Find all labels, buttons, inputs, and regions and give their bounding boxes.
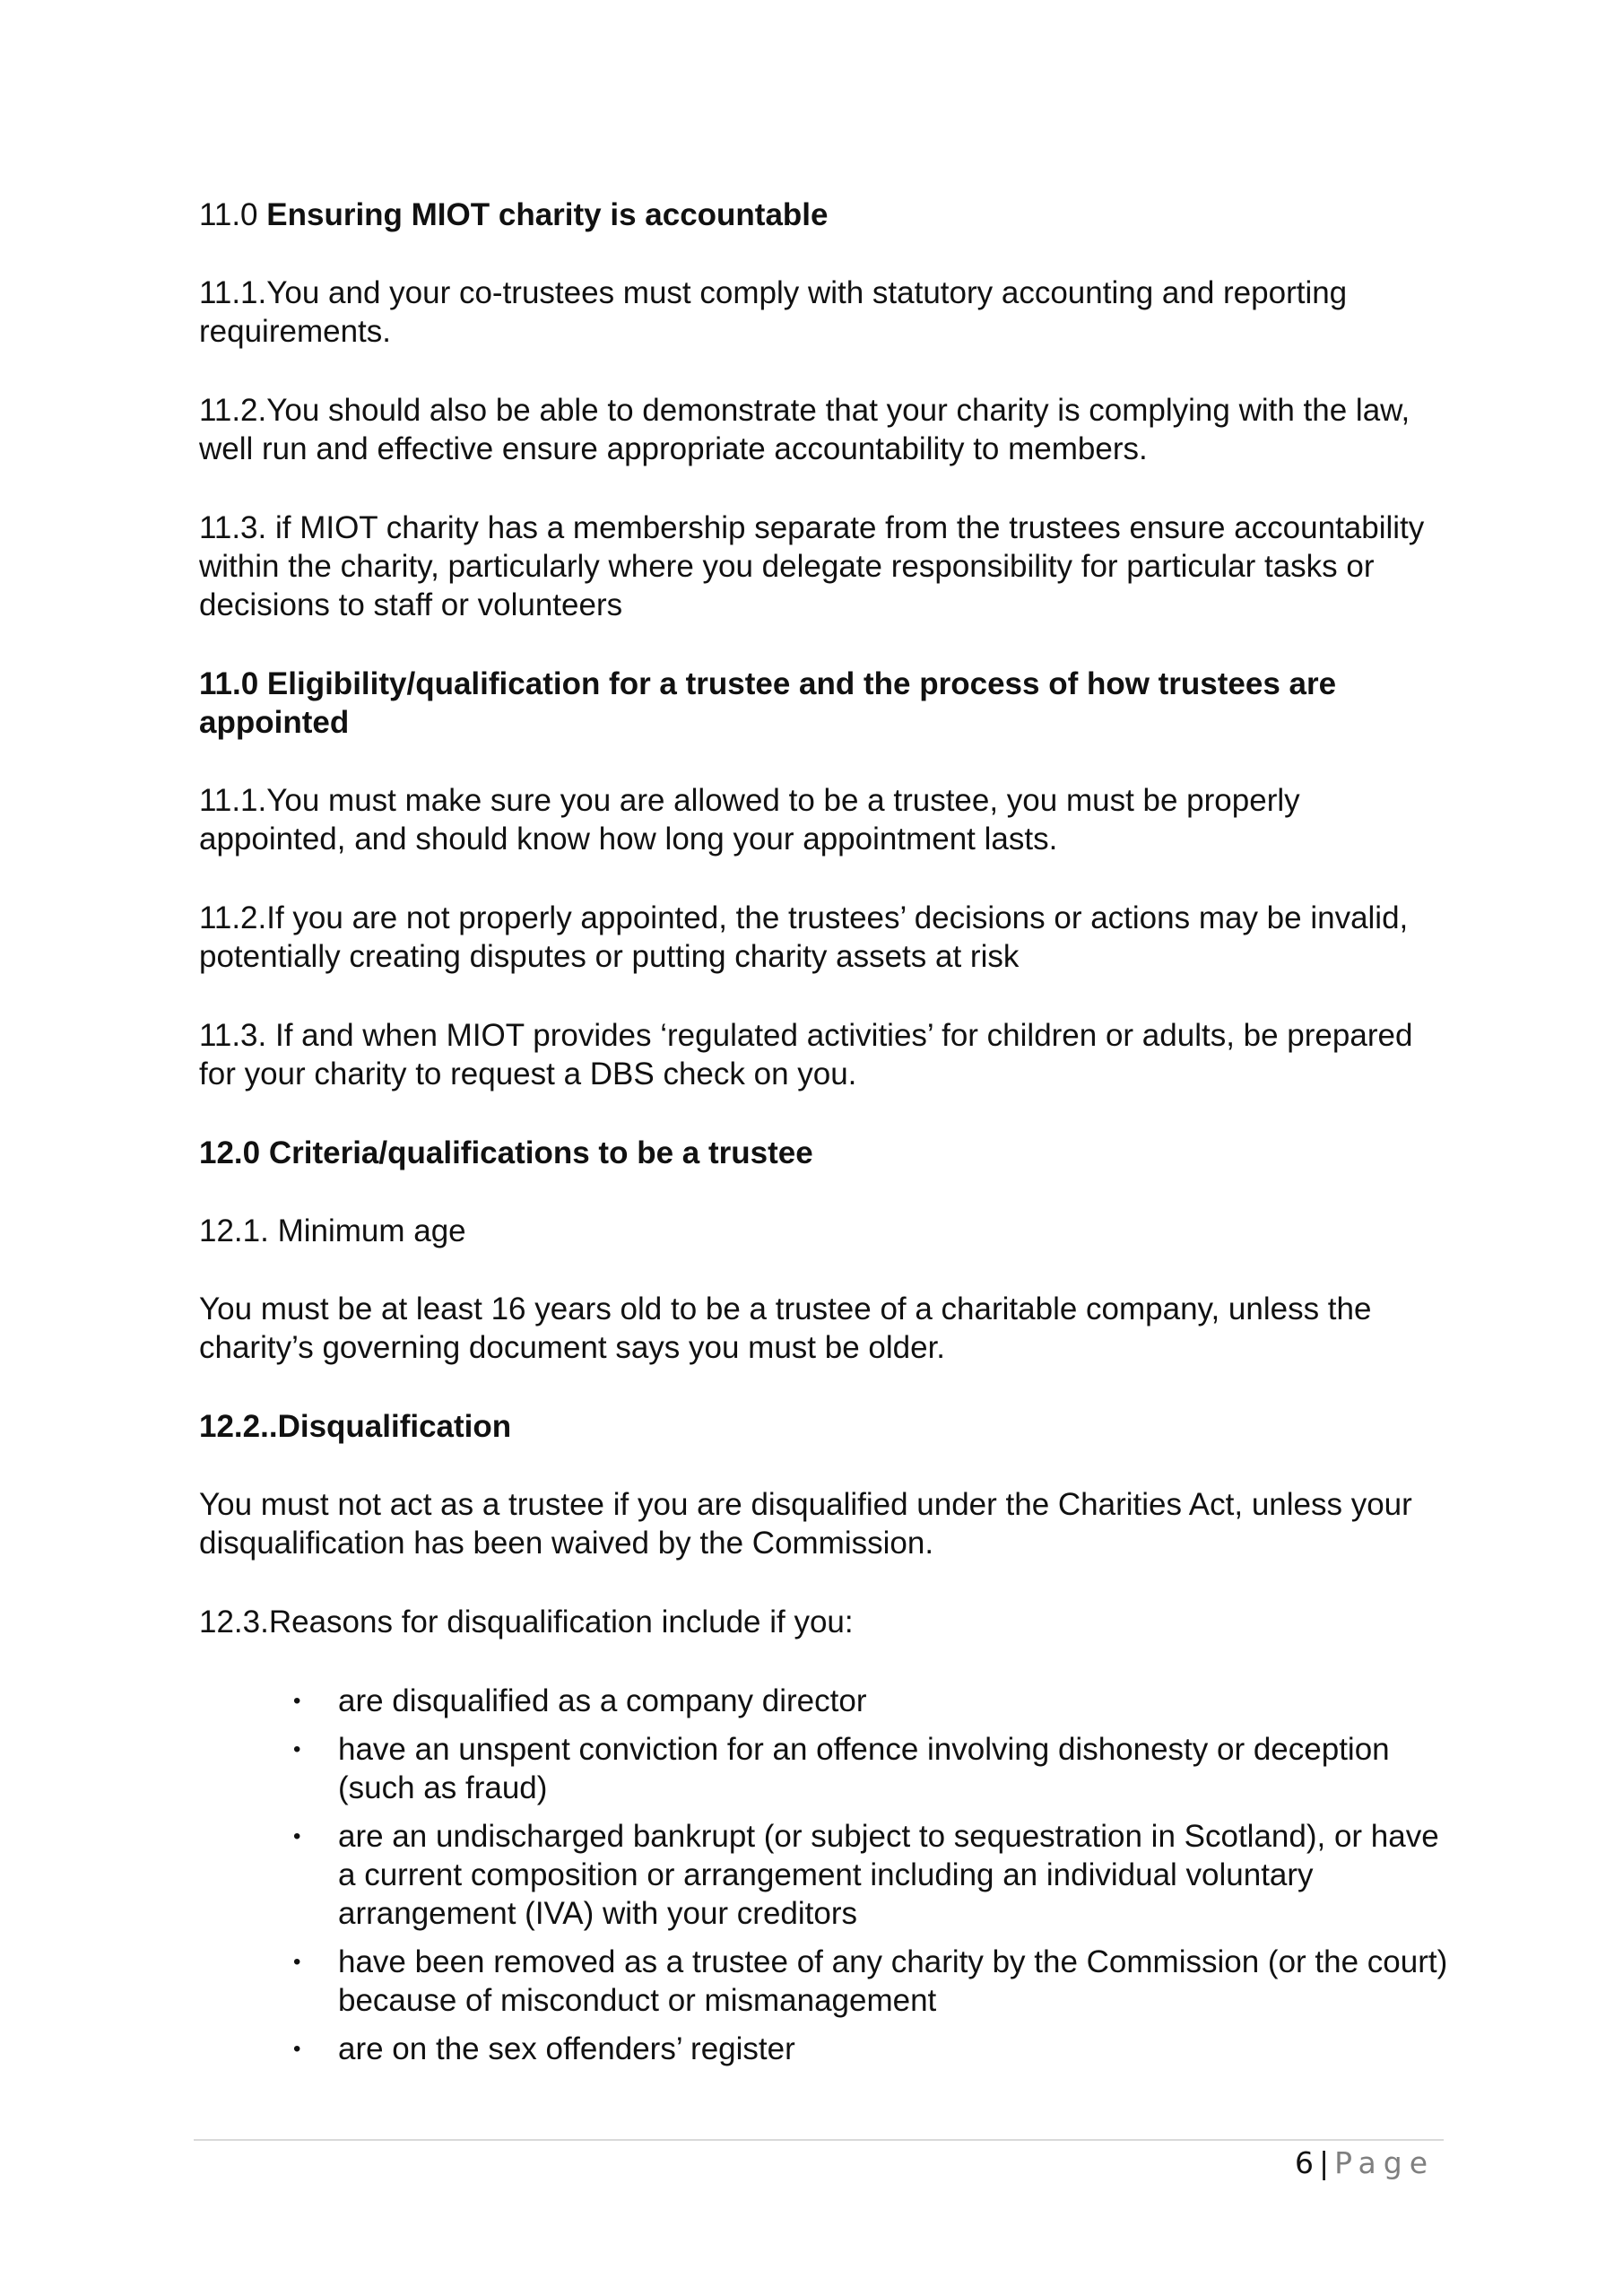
- list-item: [199, 1817, 1454, 1933]
- bullet-icon: •: [293, 1689, 301, 1713]
- page-footer: [1166, 2145, 1435, 2181]
- paragraph-minimum-age-label: 12.1. Minimum age: [199, 1213, 466, 1248]
- section-heading-criteria: [199, 1134, 1454, 1172]
- subheading-disqualification: [199, 1407, 1454, 1446]
- list-item-text: are an undischarged bankrupt (or subject to sequestration in Scotland), or have a current composition or arrangement including an individual voluntary arrangement (IVA) with your creditors: [338, 1819, 1439, 1931]
- bullet-icon: •: [293, 2037, 301, 2061]
- section-title: 12.0 Criteria/qualifications to be a trustee: [199, 1135, 813, 1170]
- disqualification-reasons-list: [199, 1682, 1454, 2068]
- paragraph-11-2-demonstrate: 11.2.You should also be able to demonstrate that your charity is complying with the law, well run and effective ensure appropriate accountability to members.: [199, 393, 1410, 466]
- section-title: Ensuring MIOT charity is accountable: [266, 197, 829, 232]
- paragraph-reasons-intro: 12.3.Reasons for disqualification include if you:: [199, 1605, 854, 1639]
- list-item: [199, 1682, 1454, 1720]
- list-item-text: are on the sex offenders’ register: [338, 2031, 795, 2066]
- bullet-icon: •: [293, 1737, 301, 1761]
- document-body: [199, 196, 1454, 2078]
- subheading-title: 12.2..Disqualification: [199, 1409, 512, 1444]
- bullet-icon: •: [293, 1950, 301, 1974]
- section-title: 11.0 Eligibility/qualification for a trustee and the process of how trustees are appointed: [199, 666, 1337, 740]
- paragraph-11-3-dbs-check: 11.3. If and when MIOT provides ‘regulated activities’ for children or adults, be prepared for your charity to request a DBS check on you.: [199, 1018, 1413, 1091]
- page-number: 6: [1294, 2145, 1314, 2180]
- list-item: [199, 2030, 1454, 2068]
- list-item: [199, 1730, 1454, 1807]
- page-word: Page: [1334, 2145, 1435, 2180]
- list-item: [199, 1943, 1454, 2020]
- paragraph-11-1-accounting: 11.1.You and your co-trustees must comply with statutory accounting and reporting requirements.: [199, 275, 1348, 349]
- section-number: 11.0: [199, 197, 267, 232]
- paragraph-11-2-not-appointed: 11.2.If you are not properly appointed, the trustees’ decisions or actions may be invalid, potentially creating disputes or putting charity assets at risk: [199, 900, 1409, 974]
- list-item-text: are disqualified as a company director: [338, 1683, 867, 1718]
- section-heading-eligibility: [199, 665, 1454, 742]
- paragraph-11-3-membership: 11.3. if MIOT charity has a membership separate from the trustees ensure accountability within the charity, particularly where you delegate responsibility for particular tasks or decisions to staff or volunteers: [199, 510, 1425, 622]
- paragraph-11-1-allowed: 11.1.You must make sure you are allowed to be a trustee, you must be properly appointed, and should know how long your appointment lasts.: [199, 783, 1300, 857]
- paragraph-minimum-age-text: You must be at least 16 years old to be a trustee of a charitable company, unless the charity’s governing document says you must be older.: [199, 1292, 1372, 1365]
- section-heading-accountable: [199, 196, 1454, 234]
- list-item-text: have been removed as a trustee of any charity by the Commission (or the court) because of misconduct or mismanagement: [338, 1944, 1448, 2018]
- page-separator: |: [1318, 2145, 1330, 2180]
- bullet-icon: •: [293, 1824, 301, 1848]
- list-item-text: have an unspent conviction for an offence involving dishonesty or deception (such as fraud): [338, 1732, 1390, 1805]
- footer-divider: [194, 2139, 1444, 2141]
- paragraph-disqualification-text: You must not act as a trustee if you are disqualified under the Charities Act, unless your disqualification has been waived by the Commission.: [199, 1487, 1412, 1561]
